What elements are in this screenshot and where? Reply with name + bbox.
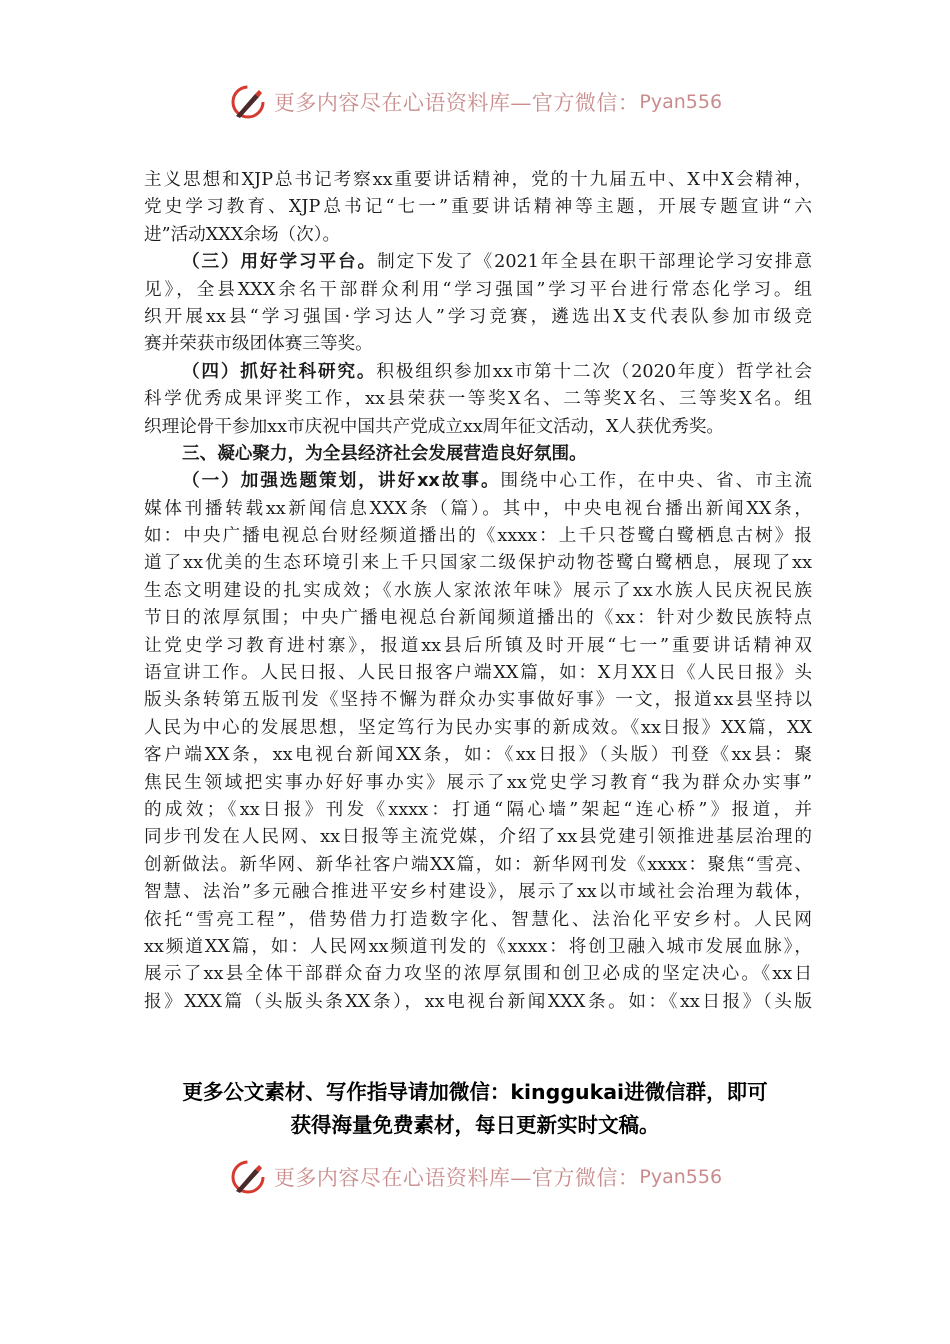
body-line: [144, 824, 812, 851]
line-text: 积极组织参加xx市第十二次（2020年度）哲学社会: [376, 361, 812, 382]
body-line: [144, 277, 812, 304]
section-heading: （一）加强选题策划，讲好xx故事。: [182, 471, 501, 492]
line-text: 科学优秀成果评奖工作，xx县荣获一等奖X名、二等奖X名、三等奖X名。组: [144, 389, 812, 410]
line-text: 见》，全县XXX余名干部群众利用“学习强国”学习平台进行常态化学习。组: [144, 279, 812, 300]
body-line: [144, 852, 812, 879]
line-text: 报》XXX篇（头版头条XX条），xx电视台新闻XXX条。如：《xx日报》（头版: [144, 991, 812, 1012]
body-line: [144, 578, 812, 605]
line-text: 织理论骨干参加xx市庆祝中国共产党成立xx周年征文活动，X人获优秀奖。: [144, 416, 725, 437]
body-line: [144, 742, 812, 769]
line-text: 进”活动XXX余场（次）。: [144, 224, 341, 245]
line-text: 节日的浓厚氛围；中央广播电视总台新闻频道播出的《xx：针对少数民族特点: [144, 608, 812, 629]
line-text: 同步刊发在人民网、xx日报等主流党媒，介绍了xx县党建引领推进基层治理的: [144, 827, 812, 848]
body-line: [144, 331, 812, 358]
section-heading: （三）用好学习平台。: [182, 252, 378, 273]
section-heading: （四）抓好社科研究。: [182, 361, 377, 382]
body-line: [144, 687, 812, 714]
body-line: [144, 605, 812, 632]
header-banner-text: 更多内容尽在心语资料库—官方微信：: [273, 91, 640, 115]
line-text: 道了xx优美的生态环境引来上千只国家二级保护动物苍鹭白鹭栖息，展现了xx: [144, 553, 812, 574]
line-text: 赛并荣获市级团体赛三等奖。: [144, 334, 373, 355]
line-text: 人民为中心的发展思想，坚定笃行为民办实事的新成效。《xx日报》XX篇，XX: [144, 717, 812, 738]
body-line: [144, 441, 812, 468]
body-line: [144, 550, 812, 577]
line-text: 依托“雪亮工程”，借势借力打造数字化、智慧化、法治化平安乡村。人民网: [144, 909, 812, 930]
line-text: 创新做法。新华网、新华社客户端XX篇，如：新华网刊发《xxxx：聚焦“雪亮、: [144, 854, 812, 875]
header-wechat-id: Pyan556: [639, 91, 723, 113]
line-text: 媒体刊播转载xx新闻信息XXX条（篇）。其中，中央电视台播出新闻XX条，: [144, 498, 812, 519]
line-text: 语宣讲工作。人民日报、人民日报客户端XX篇，如：X月XX日《人民日报》头: [144, 663, 812, 684]
body-line: [144, 304, 812, 331]
body-line: [144, 167, 812, 194]
line-text: 客户端XX条，xx电视台新闻XX条，如：《xx日报》（头版）刊登《xx县：聚: [144, 745, 812, 766]
body-line: [144, 770, 812, 797]
pen-logo-icon: [228, 82, 268, 122]
body-line: [144, 249, 812, 276]
body-line: [144, 633, 812, 660]
body-line: [144, 907, 812, 934]
line-text: 版头条转第五版刊发《坚持不懈为群众办实事做好事》一文，报道xx县坚持以: [144, 690, 812, 711]
body-line: [144, 468, 812, 495]
body-line: [144, 386, 812, 413]
body-line: [144, 660, 812, 687]
footer-banner: [0, 1152, 950, 1202]
line-text: 焦民生领域把实事办好好事办实》展示了xx党史学习教育“我为群众办实事”: [144, 772, 812, 793]
notice-line-1: 更多公文素材、写作指导请加微信：kinggukai进微信群，即可: [182, 1080, 768, 1104]
line-text: xx频道XX篇，如：人民网xx频道刊发的《xxxx：将创卫融入城市发展血脉》，: [144, 936, 812, 957]
footer-wechat-id: Pyan556: [639, 1166, 723, 1188]
line-text: 围绕中心工作，在中央、省、市主流: [500, 471, 812, 492]
wechat-notice: [0, 1076, 950, 1142]
line-text: 如：中央广播电视总台财经频道播出的《xxxx：上千只苍鹭白鹭栖息古树》报: [144, 526, 812, 547]
line-text: 展示了xx县全体干部群众奋力攻坚的浓厚氛围和创卫必成的坚定决心。《xx日: [144, 964, 812, 985]
body-line: [144, 496, 812, 523]
body-line: [144, 715, 812, 742]
line-text: 生态文明建设的扎实成效；《水族人家浓浓年味》展示了xx水族人民庆祝民族: [144, 580, 812, 601]
pen-logo-icon: [228, 1157, 268, 1197]
body-line: [144, 523, 812, 550]
body-line: [144, 879, 812, 906]
body-line: [144, 222, 812, 249]
header-banner: [0, 77, 950, 127]
body-line: [144, 961, 812, 988]
document-body: [144, 167, 812, 1016]
footer-banner-text: 更多内容尽在心语资料库—官方微信：: [273, 1166, 640, 1190]
body-line: [144, 194, 812, 221]
line-text: 党史学习教育、XJP总书记“七一”重要讲话精神等主题，开展专题宣讲“六: [144, 197, 812, 218]
line-text: 让党史学习教育进村寨》，报道xx县后所镇及时开展“七一”重要讲话精神双: [144, 635, 812, 656]
line-text: 织开展xx县“学习强国·学习达人”学习竞赛，遴选出X支代表队参加市级竞: [144, 306, 812, 327]
line-text: 主义思想和XJP总书记考察xx重要讲话精神，党的十九届五中、X中X会精神，: [144, 170, 812, 190]
notice-line-2: 获得海量免费素材，每日更新实时文稿。: [290, 1113, 660, 1137]
section-heading: 三、凝心聚力，为全县经济社会发展营造良好氛围。: [182, 443, 587, 464]
body-line: [144, 797, 812, 824]
line-text: 制定下发了《2021年全县在职干部理论学习安排意: [377, 252, 812, 273]
body-line: [144, 934, 812, 961]
body-line: [144, 989, 812, 1016]
line-text: 智慧、法治”多元融合推进平安乡村建设》，展示了xx以市域社会治理为载体，: [144, 882, 812, 903]
line-text: 的成效；《xx日报》刊发《xxxx：打通“隔心墙”架起“连心桥”》报道，并: [144, 799, 812, 820]
body-line: [144, 414, 812, 441]
body-line: [144, 359, 812, 386]
